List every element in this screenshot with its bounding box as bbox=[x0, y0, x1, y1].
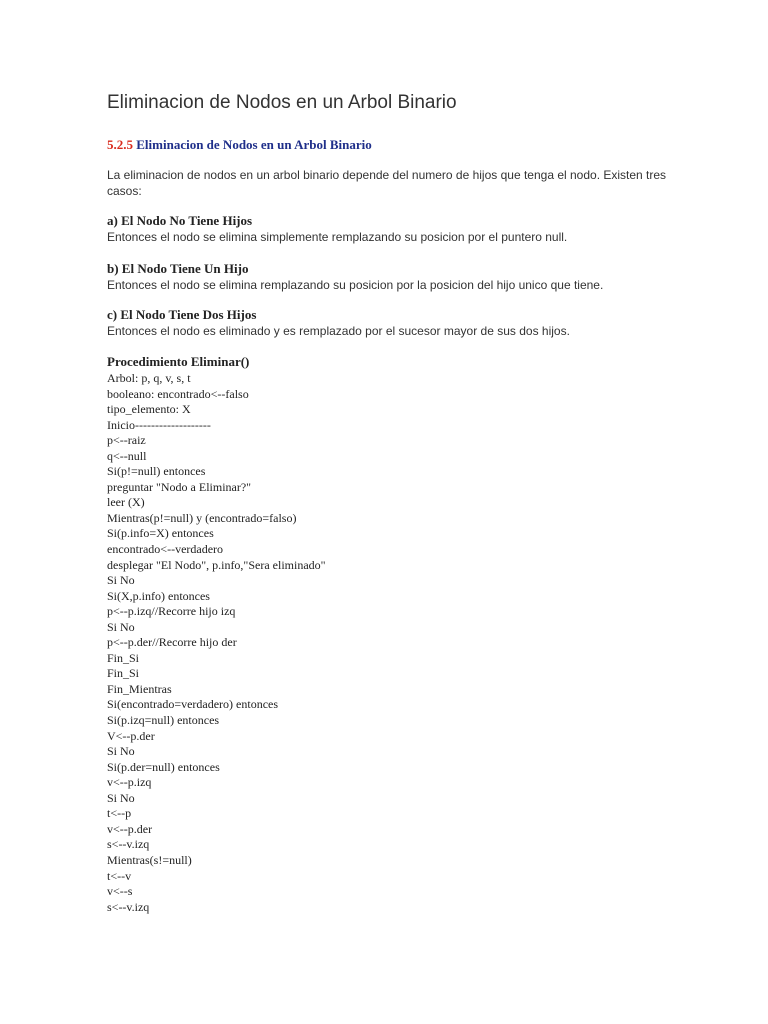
procedure-code bbox=[107, 371, 326, 915]
case-description: Entonces el nodo se elimina simplemente remplazando su posicion por el puntero null. bbox=[107, 230, 568, 244]
code-line: Si No bbox=[107, 619, 135, 634]
case-description: Entonces el nodo es eliminado y es remplazado por el sucesor mayor de sus dos hijos. bbox=[107, 324, 570, 338]
code-line: Si(p.izq=null) entonces bbox=[107, 713, 220, 728]
case-description: Entonces el nodo se elimina remplazando su posicion por la posicion del hijo unico que tiene. bbox=[107, 278, 604, 292]
code-line: Mientras(p!=null) y (encontrado=falso) bbox=[107, 510, 297, 525]
section-heading-text: Eliminacion de Nodos en un Arbol Binario bbox=[136, 137, 372, 152]
code-line: q<--null bbox=[107, 448, 147, 463]
case-title: c) El Nodo Tiene Dos Hijos bbox=[107, 307, 257, 322]
code-line: s<--v.izq bbox=[107, 837, 150, 852]
code-line: preguntar "Nodo a Eliminar?" bbox=[107, 479, 252, 494]
case-two-children bbox=[107, 307, 667, 339]
section-number: 5.2.5 bbox=[107, 137, 133, 152]
section-heading bbox=[107, 137, 372, 153]
case-title: b) El Nodo Tiene Un Hijo bbox=[107, 261, 249, 276]
code-line: Si(p!=null) entonces bbox=[107, 464, 206, 479]
intro-paragraph: La eliminacion de nodos en un arbol binario depende del numero de hijos que tenga el nodo. Existen tres casos: bbox=[107, 168, 667, 198]
code-line: Si No bbox=[107, 790, 135, 805]
code-line: v<--p.der bbox=[107, 821, 153, 836]
code-line: v<--p.izq bbox=[107, 775, 152, 790]
code-line: p<--p.der//Recorre hijo der bbox=[107, 635, 237, 650]
code-line: Si(encontrado=verdadero) entonces bbox=[107, 697, 279, 712]
code-line: tipo_elemento: X bbox=[107, 402, 191, 417]
code-line: V<--p.der bbox=[107, 728, 155, 743]
code-line: p<--p.izq//Recorre hijo izq bbox=[107, 604, 236, 619]
case-one-child bbox=[107, 261, 667, 293]
code-line: Fin_Mientras bbox=[107, 681, 172, 696]
code-line: Fin_Si bbox=[107, 666, 140, 681]
code-line: Si No bbox=[107, 744, 135, 759]
code-line: Inicio------------------- bbox=[107, 417, 211, 432]
page-title: Eliminacion de Nodos en un Arbol Binario bbox=[107, 92, 457, 113]
code-line: t<--p bbox=[107, 806, 132, 821]
code-line: Mientras(s!=null) bbox=[107, 852, 192, 867]
code-line: Si(p.der=null) entonces bbox=[107, 759, 220, 774]
code-line: leer (X) bbox=[107, 495, 145, 510]
code-line: booleano: encontrado<--falso bbox=[107, 386, 249, 401]
case-title: a) El Nodo No Tiene Hijos bbox=[107, 213, 253, 228]
code-line: p<--raiz bbox=[107, 433, 146, 448]
code-line: Si(p.info=X) entonces bbox=[107, 526, 214, 541]
code-line: encontrado<--verdadero bbox=[107, 542, 224, 557]
code-line: s<--v.izq bbox=[107, 899, 150, 914]
code-line: v<--s bbox=[107, 884, 133, 899]
code-line: Fin_Si bbox=[107, 650, 140, 665]
code-line: Si No bbox=[107, 573, 135, 588]
code-line: desplegar "El Nodo", p.info,"Sera eliminado" bbox=[107, 557, 326, 572]
case-no-children bbox=[107, 213, 667, 245]
code-line: t<--v bbox=[107, 868, 132, 883]
code-line: Arbol: p, q, v, s, t bbox=[107, 371, 191, 385]
code-line: Si(X,p.info) entonces bbox=[107, 588, 210, 603]
procedure-title: Procedimiento Eliminar() bbox=[107, 354, 250, 369]
